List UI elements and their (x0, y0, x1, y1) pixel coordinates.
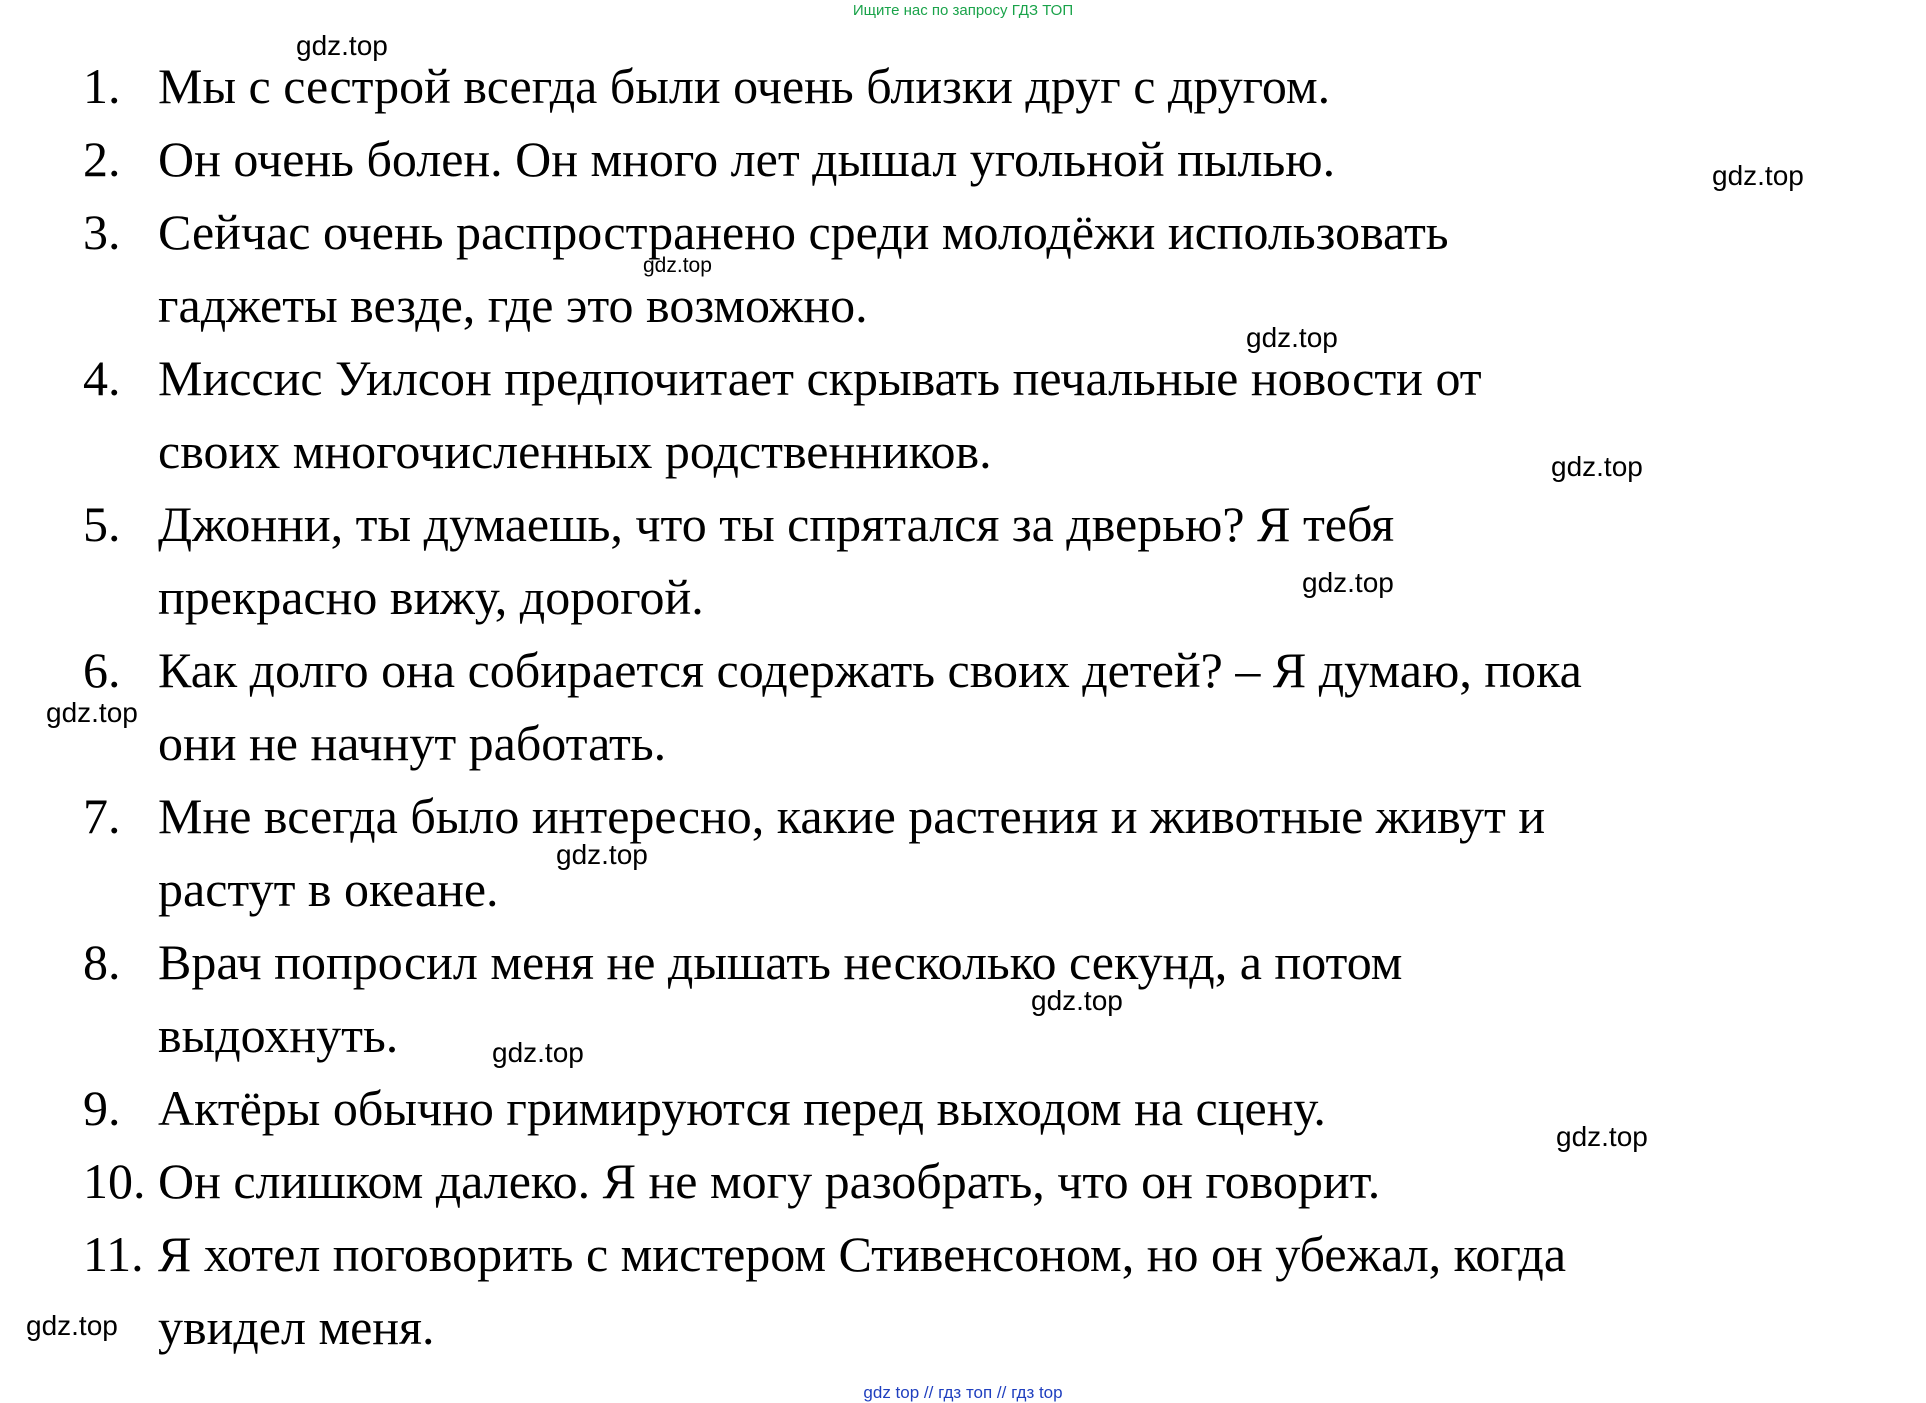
watermark: gdz.top (26, 1310, 118, 1341)
item-10-line-1: Он слишком далеко. Я не могу разобрать, что он говорит. (158, 1153, 1381, 1209)
watermark: gdz.top (46, 697, 138, 728)
item-4-line-2: своих многочисленных родственников. (158, 423, 992, 479)
item-number-5: 5. (83, 496, 121, 552)
item-5-line-1: Джонни, ты думаешь, что ты спрятался за дверью? Я тебя (158, 496, 1395, 552)
item-number-8: 8. (83, 934, 121, 990)
watermark: gdz.top (556, 839, 648, 870)
item-7-line-2: растут в океане. (158, 861, 499, 917)
item-4-line-1: Миссис Уилсон предпочитает скрывать печальные новости от (158, 350, 1482, 406)
item-number-2: 2. (83, 131, 121, 187)
watermark: gdz.top (643, 254, 712, 277)
item-5-line-2: прекрасно вижу, дорогой. (158, 569, 704, 625)
item-number-9: 9. (83, 1080, 121, 1136)
item-8-line-1: Врач попросил меня не дышать несколько секунд, а потом (158, 934, 1403, 990)
item-6-line-2: они не начнут работать. (158, 715, 667, 771)
item-2-line-1: Он очень болен. Он много лет дышал угольной пылью. (158, 131, 1336, 187)
item-number-10: 10. (83, 1153, 146, 1209)
item-11-line-1: Я хотел поговорить с мистером Стивенсоном, но он убежал, когда (158, 1226, 1567, 1282)
search-hint: Ищите нас по запросу ГДЗ ТОП (852, 2, 1074, 19)
watermark: gdz.top (1551, 451, 1643, 482)
item-1-line-1: Мы с сестрой всегда были очень близки друг с другом. (158, 58, 1331, 114)
item-number-6: 6. (83, 642, 121, 698)
item-6-line-1: Как долго она собирается содержать своих детей? – Я думаю, пока (158, 642, 1582, 698)
item-11-line-2: увидел меня. (158, 1299, 435, 1355)
item-7-line-1: Мне всегда было интересно, какие растения и животные живут и (158, 788, 1546, 844)
item-8-line-2: выдохнуть. (158, 1007, 399, 1063)
item-number-11: 11. (83, 1226, 144, 1282)
item-3-line-2: гаджеты везде, где это возможно. (158, 277, 868, 333)
watermark: gdz.top (296, 30, 388, 61)
item-number-4: 4. (83, 350, 121, 406)
watermark: gdz.top (492, 1037, 584, 1068)
footer-note: gdz top // гдз топ // гдз top (863, 1383, 1063, 1402)
item-number-1: 1. (83, 58, 121, 114)
item-3-line-1: Сейчас очень распространено среди молодёжи использовать (158, 204, 1449, 260)
item-number-7: 7. (83, 788, 121, 844)
watermark: gdz.top (1246, 322, 1338, 353)
watermark: gdz.top (1031, 985, 1123, 1016)
watermark: gdz.top (1302, 567, 1394, 598)
item-number-3: 3. (83, 204, 121, 260)
item-9-line-1: Актёры обычно гримируются перед выходом на сцену. (158, 1080, 1326, 1136)
watermark: gdz.top (1556, 1121, 1648, 1152)
watermark: gdz.top (1712, 160, 1804, 191)
